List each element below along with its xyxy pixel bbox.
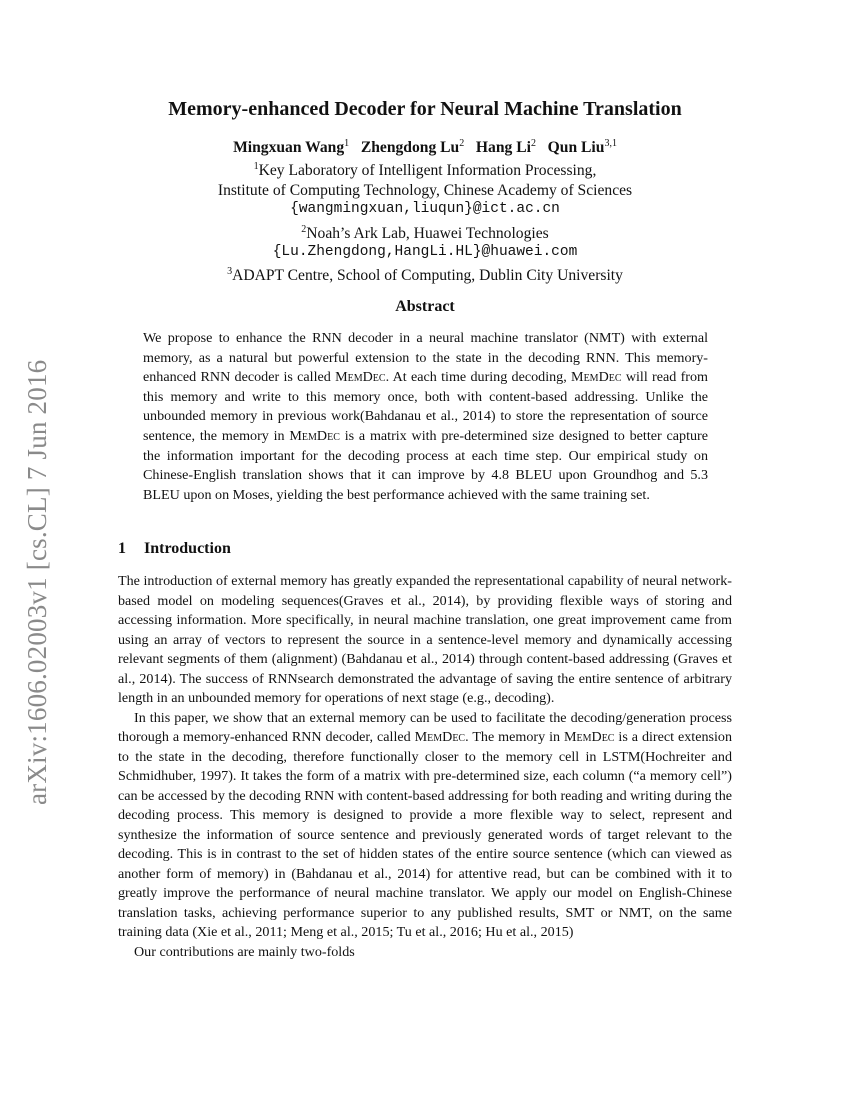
author-name: Zhengdong Lu [360, 139, 460, 157]
affiliation-mark: 3 [227, 266, 233, 278]
author-name: Mingxuan Wang [233, 139, 345, 157]
affiliation-text: ADAPT Centre, School of Computing, Dublin City University [232, 267, 623, 285]
affiliation-3 [0, 262, 850, 285]
email-2: {Lu.Zhengdong,HangLi.HL}@huawei.com [272, 244, 578, 261]
paragraph-text: In this paper, we show that an external memory can be used to facilitate the decoding/generation process thorough a memory-enhanced RNN decoder, called [118, 709, 732, 745]
affiliation-mark: 2 [301, 223, 307, 235]
intro-paragraph-2 [118, 709, 732, 943]
abstract-sentence: will read from this memory and write to this memory once, both with content-based addressing. Unlike the unbounded memory in previous work(Bahdanau et al., 2014) to store the representation of source sentence, the memory in [143, 369, 708, 444]
author-names [0, 134, 850, 157]
affiliation-2 [0, 220, 850, 243]
abstract-sentence: . At each time during decoding, [385, 369, 572, 386]
section-title: Introduction [144, 540, 231, 557]
affiliation-mark: 1 [253, 161, 259, 173]
author-name: Qun Liu [547, 139, 605, 157]
author-affiliation-mark: 2 [459, 138, 465, 149]
abstract-sentence: is a matrix with pre-determined size designed to better capture the information important for the decoding process at each time step. Our empirical study on Chinese-English translation shows that it can improve by 4.8 BLEU upon Groundhog and 5.3 BLEU upon on Moses, yielding the best performance achieved with the same training set. [143, 427, 708, 503]
author-affiliation-mark: 3,1 [604, 138, 617, 149]
section-heading [118, 540, 231, 558]
author-block [0, 134, 850, 286]
memdec-term: MemDec [414, 729, 466, 745]
intro-paragraph-3: Our contributions are mainly two-folds [134, 943, 355, 960]
abstract-text [143, 329, 708, 505]
intro-paragraph-1: The introduction of external memory has greatly expanded the representational capability of neural network-based model on modeling sequences(Graves et al., 2014), by providing flexible ways of storing and accessing information. More specifically, in neural machine translation, one great improvement came from using an array of vectors to represent the source in a sentence-level memory and dynamically accessing relevant segments of them (alignment) (Bahdanau et al., 2014) through content-based addressing (Graves et al., 2014). The success of RNNsearch demonstrated the advantage of saving the entire sentence of arbitrary length in an unbounded memory for operations of next stage (e.g., decoding). [118, 573, 732, 706]
section-number: 1 [118, 540, 126, 557]
paragraph-text: . The memory in [465, 729, 564, 745]
memdec-term: MemDec [289, 427, 340, 444]
memdec-term: MemDec [563, 729, 615, 745]
arxiv-stamp: arXiv:1606.02003v1 [cs.CL] 7 Jun 2016 [22, 359, 52, 805]
memdec-term: MemDec [335, 369, 386, 386]
author-name: Hang Li [475, 139, 531, 157]
email-1: {wangmingxuan,liuqun}@ict.ac.cn [290, 201, 560, 218]
paper-title: Memory-enhanced Decoder for Neural Machine Translation [168, 98, 682, 120]
affiliation-text: Key Laboratory of Intelligent Information Processing, [258, 162, 597, 180]
author-affiliation-mark: 1 [344, 138, 350, 149]
affiliation-1 [0, 157, 850, 180]
affiliation-1-line2: Institute of Computing Technology, Chinese Academy of Sciences [217, 181, 633, 199]
author-affiliation-mark: 2 [530, 138, 536, 149]
memdec-term: MemDec [571, 369, 622, 386]
paragraph-text: is a direct extension to the state in the decoding, therefore functionally closer to the memory cell in LSTM(Hochreiter and Schmidhuber, 1997). It takes the form of a matrix with pre-determined size, each column (“a memory cell”) can be accessed by the decoding RNN with content-based addressing for both reading and writing during the decoding process. This memory is designed to provide a more flexible way to select, represent and synthesize the information of source sentence and previously generated words of target relevant to the decoding. This is in contrast to the set of hidden states of the entire source sentence (which can viewed as another form of memory) in (Bahdanau et al., 2014) for attentive read, but can be combined with it to greatly improve the performance of neural machine translator. We apply our model on English-Chinese translation tasks, achieving performance superior to any published results, SMT or NMT, on the same training data (Xie et al., 2011; Meng et al., 2015; Tu et al., 2016; Hu et al., 2015) [118, 729, 732, 940]
abstract-sentence: We propose to enhance the RNN decoder in a neural machine translator (NMT) with external memory, as a natural but powerful extension to the state in the decoding RNN. This memory-enhanced RNN decoder is called [143, 330, 708, 386]
affiliation-text: Noah’s Ark Lab, Huawei Technologies [306, 224, 549, 242]
intro-body [118, 572, 732, 962]
abstract-heading: Abstract [395, 298, 455, 315]
